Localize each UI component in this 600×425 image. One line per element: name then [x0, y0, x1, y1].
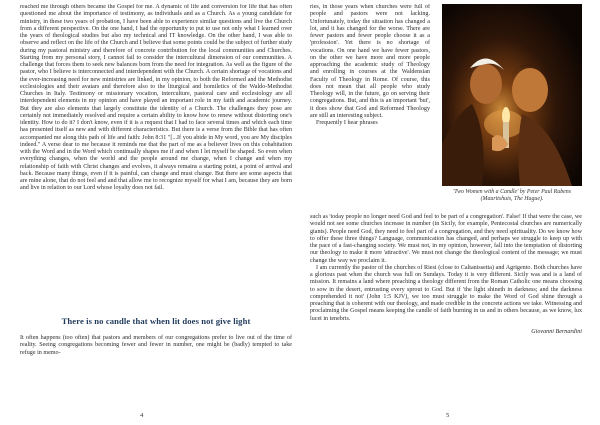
left-paragraph: reached me through others became the Gospel for me. A dynamic of life and conversion for life that has often questioned me about the importance of testimony, as individuals and as a Church. As a young candidate for ministry, in these two years of probation, I have been able to experience similar questions and live the Church from a different perspective. On the one hand, I had the opportunity to put to use not only what I learned over the years of theological studies but also my technical and IT knowledge. On the other hand, I was able to observe and reflect on the life of the Church and I believe that some points could be the subject of further study during my pastoral ministry and therefore of concrete contribution for the local communities and Churches. Starting from my personal story, I cannot fail to consider the intercultural dimension of our communities. A challenge that forces them to seek new balances born from the need for integration. As well as the figure of the pastor, who I believe is interconnected and interdependent with the Church. A certain shortage of vocations and the ever-increasing need for new ministries are linked, in my opinion, to both the Reformed and the Methodist ecclesiologies and their avatars and therefore also to the liturgical and homiletics of the Waldo-Methodist Churches in Italy. Testimony or missionary vocation, interculture, pastoral care and ecclesiology are all interdependent elements in my opinion and have played an important role in my faith and academic journey. But they are also elements that largely constitute the identity of a Church. The challenges they pose are certainly not immediately resolved and require a certain ability to know how to renew without distorting one's identity. How to do it? I don't know, even if it is a request that I had to face several times and which each time has presented itself as new and with different characteristics. But there is a verse from the Bible that has often accompanied me along this path of life and faith: John 8:31 "[...If you abide in My word, you are My disciples indeed." A verse dear to me because it reminds me that the part of me as a believer lives on this cohabitation with the Word and in the Word which continually shapes me if and when I let myself be shaped. So even when everything changes, when the world and the people around me change, when I change and when my relationship of faith with Christ changes and evolves, it always remains a starting point, a point of arrival and back. Because many things, even if it is painful, can change and must change. But there are some aspects that are mine alone, that do not feel and and that allow me to recognize myself for what I am, because they are born and live in relation to our Lord whose loyalty does not fail. — [20, 4, 292, 192]
page-number-left: 4 — [140, 412, 144, 419]
full-paragraph-1: such as 'today people no longer need God and feel to be part of a congregation'. False! If that were the case, we would not see some churches increase in number (in Sicily, for example, Pentecostal churches are numerically giants). People need God, they need to feel part of a congregation, and they need spirituality. Do we know how to offer these three things? Language, communication has changed, and perhaps we struggle to keep up with the pace of a fast-changing society. We must not, in my opinion, however, fall into the temptation of distorting our theology to make it more 'attractive'. We must not change the theological content of the message; we must change the way we proclaim it. — [310, 214, 582, 264]
left-section-text — [20, 335, 292, 357]
right-narrow-column — [310, 4, 430, 214]
narrow-paragraph: ries, in those years when churches were full of people and pastors were not lacking. Unfortunately, today the situation has changed a lot, and it has changed for the worse. There are fewer pastors and fewer people choose it as a 'profession'. Yet there is no shortage of vocations. On one hand we have fewer pastors, on the other we have more and more people approaching the academic study of Theology and enrolling in courses at the Waldensian Faculty of Theology in Rome. Of course, this does not mean that all people who study Theology will, in the future, go on serving their congregations. But, and this is an important 'but', it does show that God and Reformed Theology are still an interesting subject. — [310, 4, 430, 119]
right-full-column — [310, 214, 582, 336]
section-heading: There is no candle that when lit does not give light — [61, 316, 251, 326]
section-paragraph: It often happens (too often) that pastors and members of our congregations prefer to live out of the time of reality. Seeing congregations becoming fewer and fewer in number, one might be (badly) tempted to take refuge in memo- — [20, 335, 292, 356]
narrow-paragraph-2: Frequently I hear phrases — [316, 120, 378, 126]
painting-image — [442, 4, 582, 186]
author-signature: Giovanni Bernardini — [531, 328, 582, 335]
left-body-column — [20, 4, 292, 302]
painting-caption: 'Two Women with a Candle' by Peter Paul Rubens (Mauritshuis, The Hague). — [452, 189, 572, 202]
full-paragraph-2: I am currently the pastor of the churches of Riesi (close to Caltanissetta) and Agrigento. Both churches have a glorious past when the church was full on Sundays. Today it is very different. Sicily was and is a land of mission. It remains a land where preaching a theology different from the Roman Catholic one means choosing to sow in the desert, entrusting every sprout to God. But if 'the light shineth in darkness; and the darkness comprehended it not' (John 1:5 KJV), we too must struggle to make the Word of God shine through a preaching that is coherent with our theology, and made credible in the concrete actions we take. Witnessing and proclaiming the Gospel means keeping the candle of faith burning in us and in others because, as we know, lux lucet in tenebris. — [310, 264, 582, 322]
right-page — [300, 0, 600, 425]
painting-illustration — [442, 4, 582, 186]
painting-figure — [442, 4, 582, 214]
page-number-right: 5 — [446, 412, 450, 419]
right-top-row — [310, 4, 582, 214]
